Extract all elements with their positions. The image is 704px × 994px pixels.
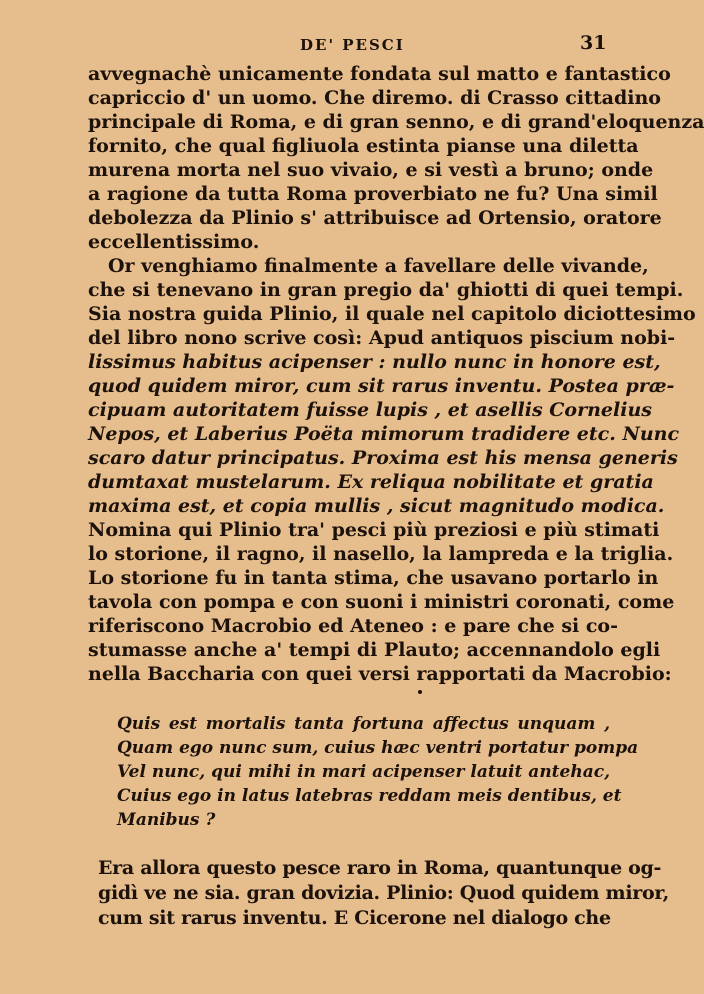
text-line: Era allora questo pesce raro in Roma, quantunque og- — [98, 857, 662, 879]
text-line: gidì ve ne sia. gran dovizia. Plinio: Quod quidem miror, — [98, 882, 669, 904]
text-line: stumasse anche a' tempi di Plauto; accennandolo egli — [88, 639, 661, 661]
text-line: murena morta nel suo vivaio, e si vestì a bruno; onde — [88, 159, 654, 181]
verse-line: Quis est mortalis tanta fortuna affectus unquam , — [117, 714, 610, 734]
verse-line: Vel nunc, qui mihi in mari acipenser latuit antehac, — [117, 762, 610, 782]
text-line: capriccio d' un uomo. Che diremo. di Crasso cittadino — [88, 87, 661, 109]
verse-line: Cuius ego in latus latebras reddam meis dentibus, et — [117, 786, 622, 806]
verse-line: Manibus ? — [117, 810, 216, 830]
latin-quote-line: quod quidem miror, cum sit rarus inventu. Postea præ- — [88, 375, 675, 397]
text-line: principale di Roma, e di gran senno, e di grand'eloquenza — [88, 111, 704, 133]
text-line: Lo storione fu in tanta stima, che usavano portarlo in — [88, 567, 659, 589]
text-line: avvegnachè unicamente fondata sul matto e fantastico — [88, 63, 671, 85]
latin-quote-line: scaro datur principatus. Proxima est his mensa generis — [88, 447, 678, 469]
text-line: fornito, che qual figliuola estinta pianse una diletta — [88, 135, 639, 157]
text-line: che si tenevano in gran pregio da' ghiotti di quei tempi. — [88, 279, 684, 301]
closing-paragraph — [98, 856, 669, 931]
main-text-block — [88, 62, 704, 686]
latin-quote-line: dumtaxat mustelarum. Ex reliqua nobilitate et gratia — [88, 471, 654, 493]
running-head — [0, 32, 700, 58]
text-line: Nomina qui Plinio tra' pesci più preziosi e più stimati — [88, 519, 660, 541]
text-line: tavola con pompa e con suoni i ministri coronati, come — [88, 591, 675, 613]
running-title: DE' PESCI — [300, 36, 405, 54]
text-line: debolezza da Plinio s' attribuisce ad Ortensio, oratore — [88, 207, 662, 229]
latin-quote-line: Nepos, et Laberius Poëta mimorum tradidere etc. Nunc — [88, 423, 680, 445]
text-line: a ragione da tutta Roma proverbiato ne fu? Una simil — [88, 183, 658, 205]
text-line: lo storione, il ragno, il nasello, la lampreda e la triglia. — [88, 543, 674, 565]
latin-quote-line: cipuam autoritatem fuisse lupis , et asellis Cornelius — [88, 399, 652, 421]
text-line: nella Baccharia con quei versi rapportati da Macrobio: — [88, 663, 672, 685]
ink-dot — [418, 690, 422, 694]
text-line: Sia nostra guida Plinio, il quale nel capitolo diciottesimo — [88, 303, 696, 325]
text-line: del libro nono scrive così: Apud antiquos piscium nobi- — [88, 327, 676, 349]
paragraph-first-line: Or venghiamo finalmente a favellare delle vivande, — [108, 255, 649, 277]
text-line: riferiscono Macrobio ed Ateneo : e pare che si co- — [88, 615, 618, 637]
latin-quote-line: maxima est, et copia mullis , sicut magnitudo modica. — [88, 495, 665, 517]
verse-line: Quam ego nunc sum, cuius hæc ventri portatur pompa — [117, 738, 639, 758]
text-line: cum sit rarus inventu. E Cicerone nel dialogo che — [98, 907, 611, 929]
page-number: 31 — [580, 32, 607, 54]
text-line: eccellentissimo. — [88, 231, 260, 253]
verse-quotation — [117, 712, 639, 832]
latin-quote-line: lissimus habitus acipenser : nullo nunc in honore est, — [88, 351, 661, 373]
